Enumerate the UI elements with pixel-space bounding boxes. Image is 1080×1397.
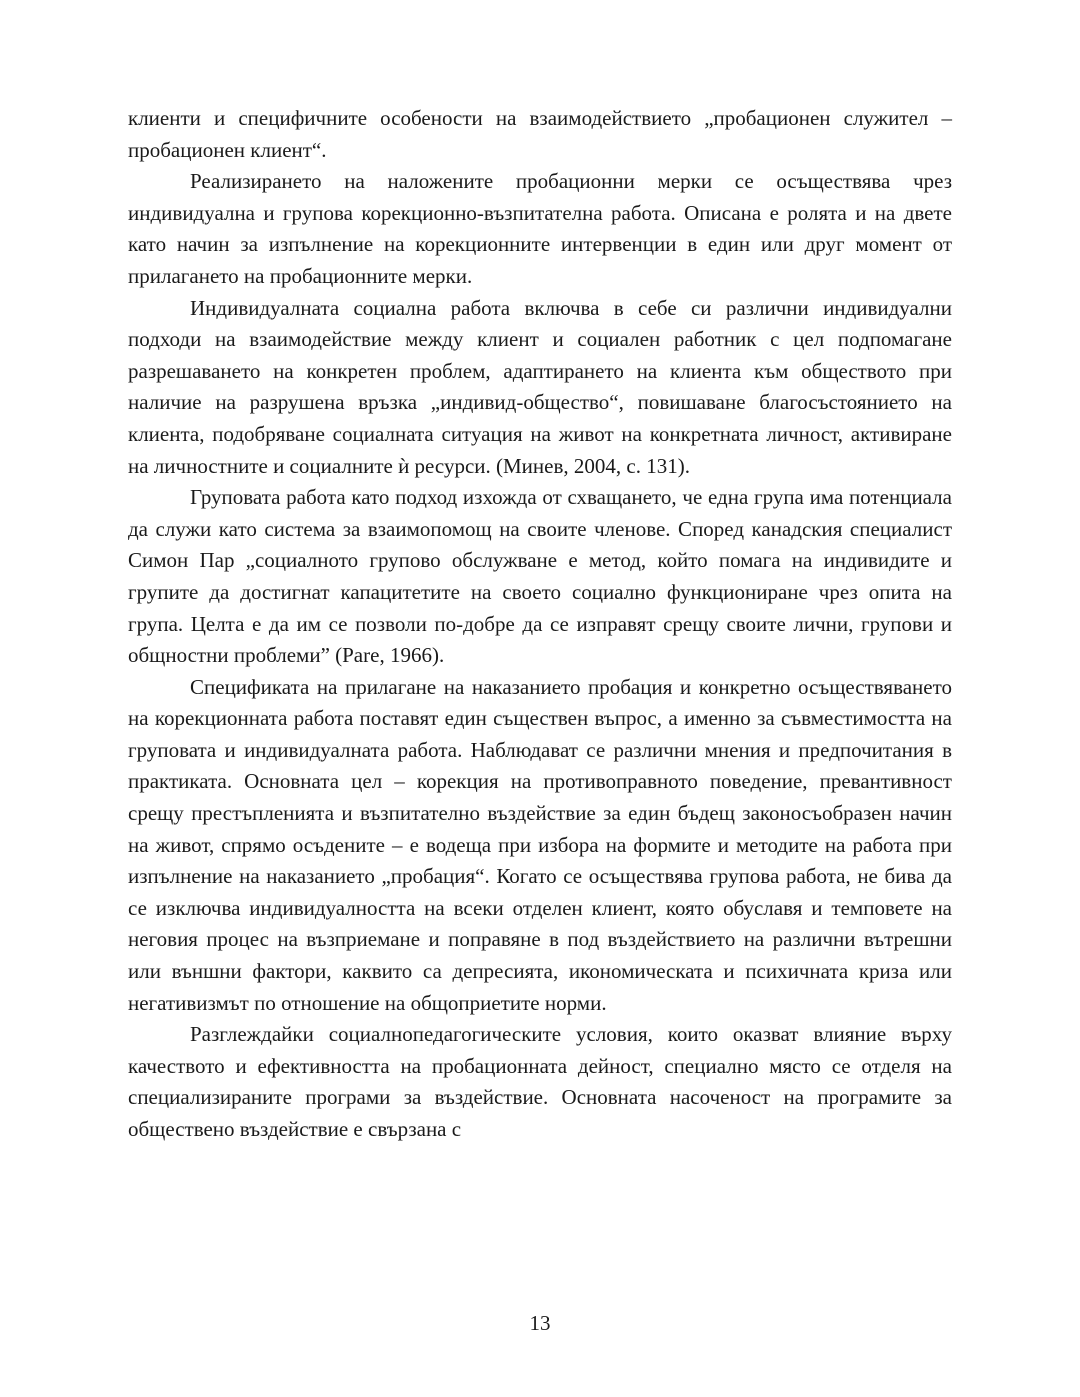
paragraph-individual-work: Индивидуалната социална работа включва в себе си различни индивидуални подходи на взаимодействие между клиент и социален работник с цел подпомагане разрешаването на конкретен проблем, адаптирането на клиента към обществото при наличие на разрушена връзка „индивид-общество“, повишаване благосъстоянието на клиента, подобряване социалната ситуация на живот на конкретната личност, активиране на личностните и социалните ѝ ресурси. (Минев, 2004, с. 131).	[128, 295, 952, 478]
paragraph-continuation: клиенти и специфичните особености на взаимодействието „пробационен служител – пробационен клиент“.	[128, 106, 952, 162]
paragraph-group-work: Груповата работа като подход изхожда от схващането, че една група има потенциала да служи като система за взаимопомощ на своите членове. Според канадския специалист Симон Пар „социалното групово обслужване е метод, който помага на индивидите и групите да достигнат капацитетите на своето социално функциониране чрез опита на група. Целта е да им се позволи по-добре да се изправят срещу своите лични, групови и общностни проблеми” (Pare, 1966).	[128, 485, 952, 668]
paragraph-programs: Разглеждайки социалнопедагогическите условия, които оказват влияние върху качеството и ефективността на пробационната дейност, специално място се отделя на специализираните програми за въздействие. Основната насоченост на програмите за обществено въздействие е свързана с	[128, 1022, 952, 1141]
body-text	[128, 103, 952, 1146]
page-number: 13	[529, 1311, 551, 1335]
paragraph-compatibility: Спецификата на прилагане на наказанието пробация и конкретно осъществяването на корекционната работа поставят един съществен въпрос, а именно за съвместимостта на груповата и индивидуалната работа. Наблюдават се различни мнения и предпочитания в практиката. Основната цел – корекция на противоправното поведение, превантивност срещу престъпленията и възпитателно въздействие за един бъдещ законосъобразен начин на живот, спрямо осъдените – е водеща при избора на формите и методите на работа при изпълнение на наказанието „пробация“. Когато се осъществява групова работа, не бива да се изключва индивидуалността на всеки отделен клиент, която обуславя и темповете на неговия процес на възприемане и поправяне в под въздействието на различни вътрешни или външни фактори, каквито са депресията, икономическата и психичната криза или негативизмът по отношение на общоприетите норми.	[128, 674, 952, 1015]
paragraph-probation-measures: Реализирането на наложените пробационни мерки се осъществява чрез индивидуална и групова корекционно-възпитателна работа. Описана е ролята и на двете като начин за изпълнение на корекционните интервенции в един или друг момент от прилагането на пробационните мерки.	[128, 169, 952, 288]
